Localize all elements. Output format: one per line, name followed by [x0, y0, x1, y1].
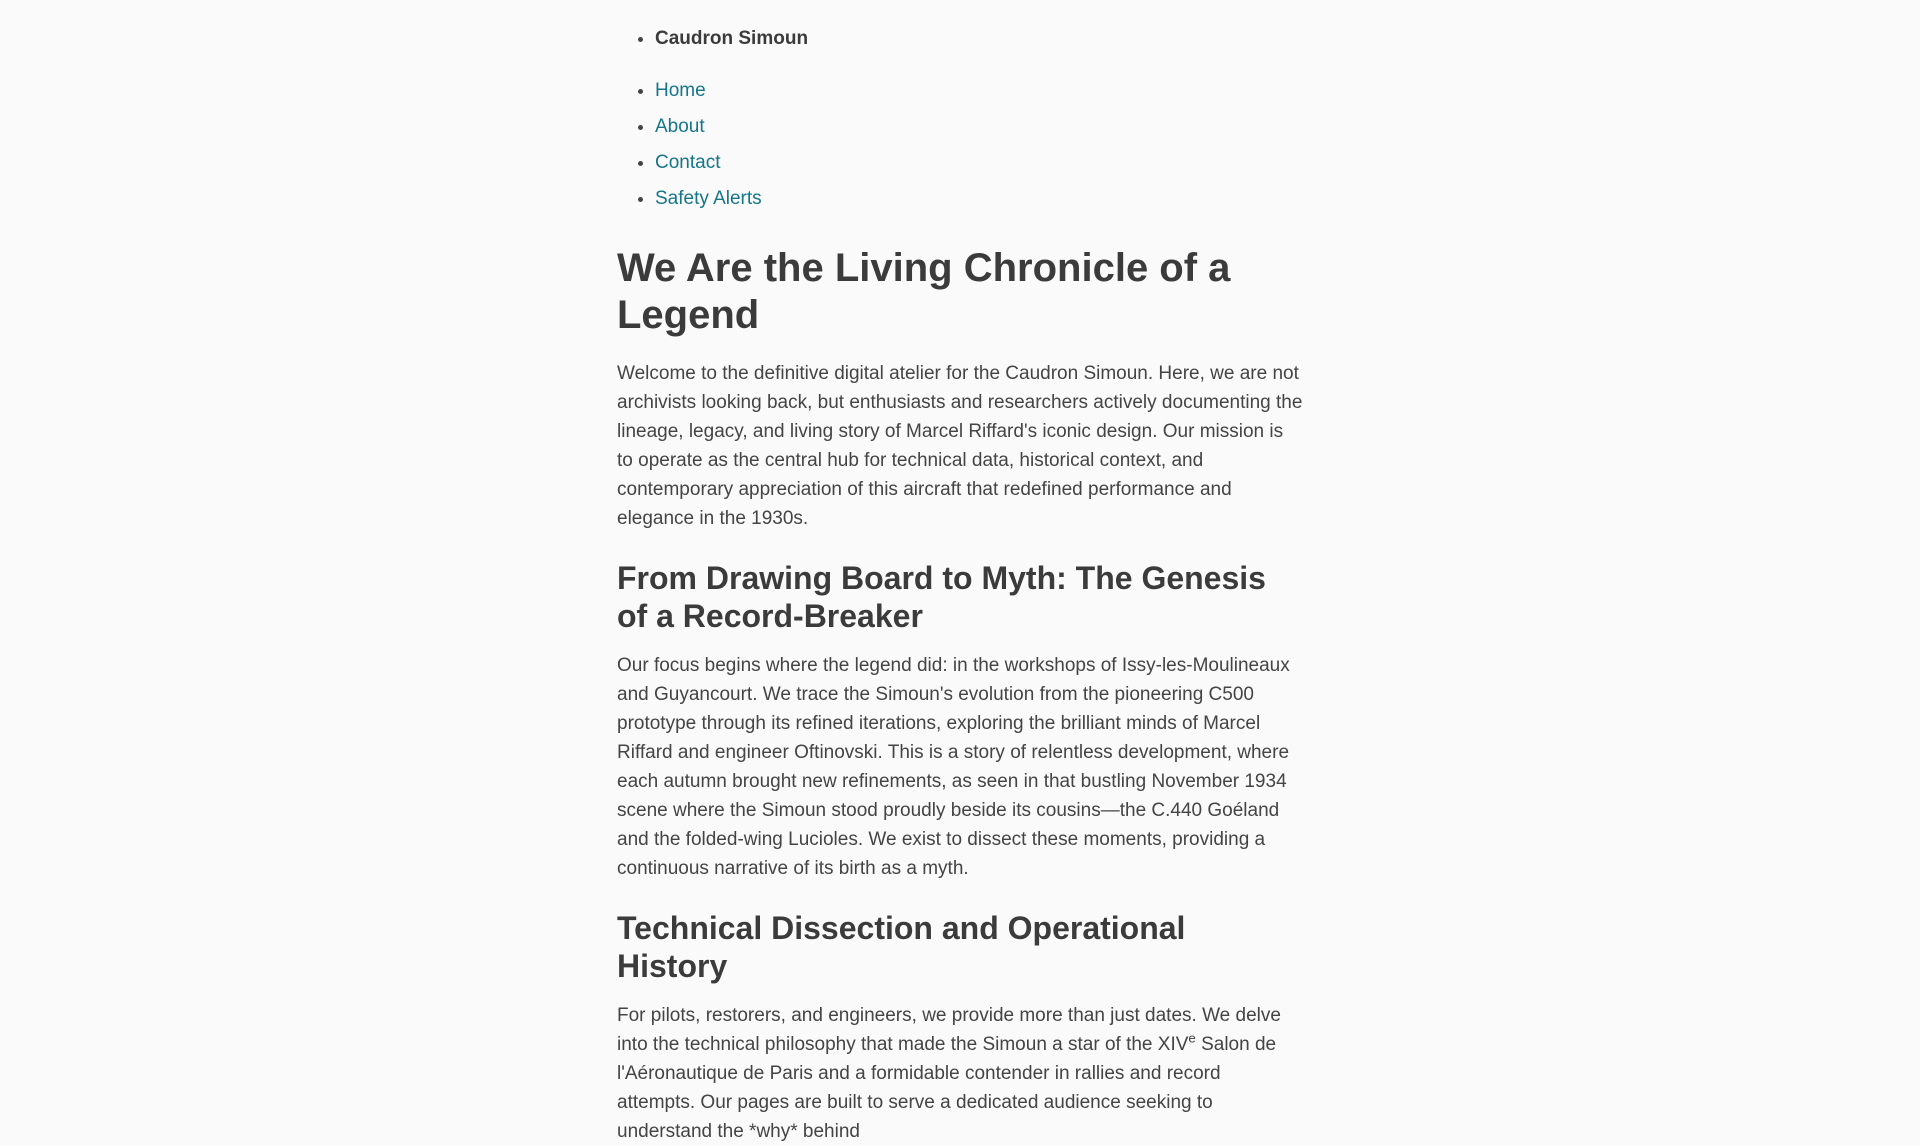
nav-item-safety-alerts	[655, 184, 1303, 213]
technical-paragraph-text-continued: Salon de l'Aéronautique de Paris and a formidable contender in rallies and record attempts. Our pages are built to serve a dedicated audience seeking to understand the *why* behind	[617, 1034, 1277, 1142]
nav-item-about	[655, 112, 1303, 141]
site-title-item	[655, 24, 1303, 53]
nav-link-contact[interactable]: Contact	[655, 152, 721, 173]
site-title-list	[617, 24, 1303, 53]
technical-paragraph-text: For pilots, restorers, and engineers, we provide more than just dates. We delve into the technical philosophy that made the Simoun a star of the XIV	[617, 1005, 1281, 1055]
section-heading-genesis: From Drawing Board to Myth: The Genesis of a Record-Breaker	[617, 560, 1266, 634]
site-title: Caudron Simoun	[655, 28, 809, 49]
page-title: We Are the Living Chronicle of a Legend	[617, 246, 1231, 337]
technical-paragraph	[617, 1001, 1303, 1146]
nav-item-home	[655, 76, 1303, 105]
nav-link-about[interactable]: About	[655, 116, 705, 137]
genesis-paragraph: Our focus begins where the legend did: in the workshops of Issy-les-Moulineaux and Guyancourt. We trace the Simoun's evolution from the pioneering C500 prototype through its refined iterations, exploring the brilliant minds of Marcel Riffard and engineer Oftinovski. This is a story of relentless development, where each autumn brought new refinements, as seen in that bustling November 1934 scene where the Simoun stood proudly beside its cousins—the C.440 Goéland and the folded-wing Lucioles. We exist to dissect these moments, providing a continuous narrative of its birth as a myth.	[617, 655, 1290, 879]
ordinal-superscript: e	[1188, 1030, 1196, 1046]
intro-paragraph: Welcome to the definitive digital atelier for the Caudron Simoun. Here, we are not archivists looking back, but enthusiasts and researchers actively documenting the lineage, legacy, and living story of Marcel Riffard's iconic design. Our mission is to operate as the central hub for technical data, historical context, and contemporary appreciation of this aircraft that redefined performance and elegance in the 1930s.	[617, 363, 1303, 529]
nav-item-contact	[655, 148, 1303, 177]
nav-link-safety-alerts[interactable]: Safety Alerts	[655, 188, 762, 209]
main-nav	[617, 76, 1303, 213]
nav-link-home[interactable]: Home	[655, 80, 706, 101]
page-content	[617, 0, 1303, 1146]
section-heading-technical: Technical Dissection and Operational History	[617, 910, 1186, 984]
